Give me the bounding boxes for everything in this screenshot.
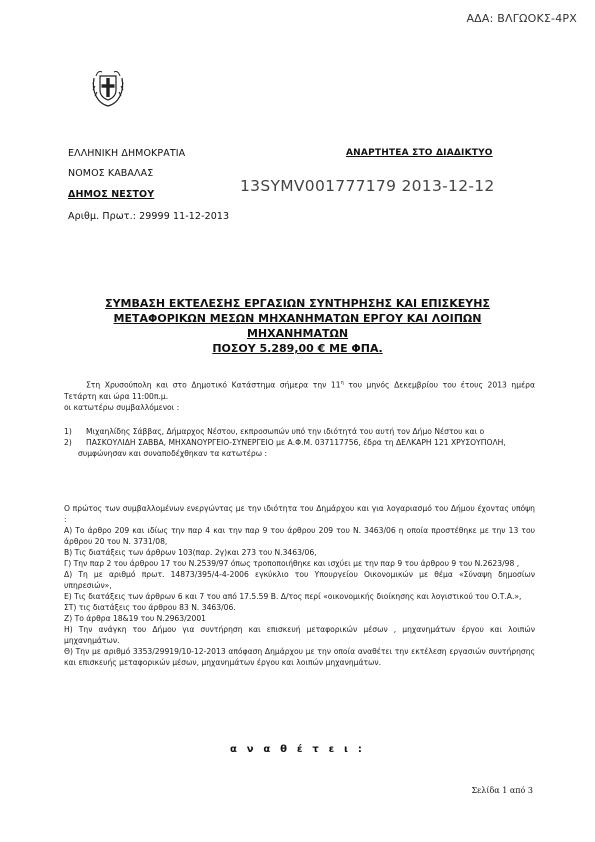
consideration-item: Γ) Την παρ 2 του άρθρου 17 του Ν.2539/97 όπως τροποποιήθηκε και ισχύει με την παρ 9 του άρθρου 9 του Ν.2623/98 ,: [64, 559, 520, 568]
greek-emblem-icon: [90, 66, 126, 108]
ada-code: ΑΔΑ: ΒΛΓΩΟΚΣ-4ΡΧ: [466, 12, 577, 25]
prefecture-label: ΝΟΜΟΣ ΚΑΒΑΛΑΣ: [68, 168, 154, 179]
country-label: ΕΛΛΗΝΙΚΗ ΔΗΜΟΚΡΑΤΙΑ: [68, 148, 186, 159]
agreed-text: συμφώνησαν και συναποδέχθηκαν τα κατωτέρω :: [78, 449, 268, 458]
parties-list: [64, 426, 535, 459]
title-line-1: ΣΥΜΒΑΣΗ ΕΚΤΕΛΕΣΗΣ ΕΡΓΑΣΙΩΝ ΣΥΝΤΗΡΗΣΗΣ ΚΑΙ ΕΠΙΣΚΕΥΗΣ: [105, 297, 490, 310]
consideration-item: Θ) Την με αριθμό 3353/29919/10-12-2013 απόφαση Δημάρχου με την οποία αναθέτει την εκτέλεση εργασιών συντήρησης και επισκευής μεταφορικών μέσων, μηχανημάτων έργου και λοιπών μηχανημάτων.: [64, 647, 535, 667]
municipality-label: ΔΗΜΟΣ ΝΕΣΤΟΥ: [68, 189, 155, 200]
party-text: ΠΑΣΚΟΥΛΙΔΗ ΣΑΒΒΑ, ΜΗΧΑΝΟΥΡΓΕΙΟ-ΣΥΝΕΡΓΕΙΟ με Α.Φ.Μ. 037117756, έδρα τη ΔΕΛΚΑΡΗ 121 ΧΡΥΣΟΥΠΟΛΗ,: [86, 438, 506, 447]
considerations-section: [64, 503, 535, 668]
first-party-text: Ο πρώτος των συμβαλλομένων ενεργώντας με την ιδιότητα του Δημάρχου και για λογαριασμό του Δήμου έχοντας υπόψη :: [64, 504, 535, 524]
consideration-item: Ζ) Το άρθρα 18&19 του Ν.2963/2001: [64, 614, 206, 623]
title-line-3: ΜΗΧΑΝΗΜΑΤΩΝ: [246, 327, 349, 340]
intro-text-start: Στη Χρυσούπολη και στο Δημοτικό Κατάστημα σήμερα την 11: [86, 380, 341, 390]
consideration-item: Α) Το άρθρο 209 και ιδίως την παρ 4 και την παρ 9 του άρθρου 209 του Ν. 3463/06 η οποία προστέθηκε με την 13 του άρθρου 20 του Ν. 3731/08,: [64, 526, 535, 546]
publish-notice: ΑΝΑΡΤΗΤΕΑ ΣΤΟ ΔΙΑΔΙΚΤΥΟ: [346, 148, 493, 158]
list-item: [64, 437, 535, 448]
page-number: Σελίδα 1 από 3: [471, 786, 533, 795]
assigns-heading: α ν α θ έ τ ε ι :: [229, 744, 366, 755]
list-item: [64, 426, 535, 437]
consideration-item: Ε) Τις διατάξεις των άρθρων 6 και 7 του από 17.5.59 Β. Δ/τος περί «οικονομικής διοίκησης και λογιστικού του Ο.Τ.Α.»,: [64, 592, 522, 601]
intro-superscript: η: [340, 380, 344, 386]
party-text: Μιχαηλίδης Σάββας, Δήμαρχος Νέστου, εκπροσωπών υπό την ιδιότητά του αυτή τον Δήμο Νέστου και ο: [86, 427, 485, 436]
consideration-item: ΣΤ) τις διατάξεις του άρθρου 83 Ν. 3463/06.: [64, 603, 236, 612]
protocol-number: Αριθμ. Πρωτ.: 29999 11-12-2013: [68, 211, 230, 222]
party-number: 1): [64, 427, 72, 436]
document-code: 13SYMV001777179 2013-12-12: [240, 177, 495, 195]
party-number: 2): [64, 438, 72, 447]
parties-intro: οι κατωτέρω συμβαλλόμενοι :: [64, 402, 180, 412]
consideration-item: Β) Τις διατάξεις των άρθρων 103(παρ. 2γ)και 273 του Ν.3463/06,: [64, 548, 317, 557]
intro-paragraph: [64, 378, 535, 413]
title-line-2: ΜΕΤΑΦΟΡΙΚΩΝ ΜΕΣΩΝ ΜΗΧΑΝΗΜΑΤΩΝ ΕΡΓΟΥ ΚΑΙ ΛΟΙΠΩΝ: [113, 312, 482, 325]
intro-text-end: του μηνός Δεκεμβρίου του έτους 2013 ημέρα Τετάρτη και ώρα 11:00π.μ.: [64, 380, 536, 401]
title-line-4: ΠΟΣΟΥ 5.289,00 € ΜΕ ΦΠΑ.: [212, 342, 383, 355]
consideration-item: Η) Την ανάγκη του Δήμου για συντήρηση και επισκευή μεταφορικών μέσων , μηχανημάτων έργου και λοιπών μηχανημάτων.: [64, 625, 535, 645]
consideration-item: Δ) Τη με αριθμό πρωτ. 14873/395/4-4-2006 εγκύκλιο του Υπουργείου Οικονομικών με θέμα «Σύναψη δημοσίων υπηρεσιών»,: [64, 570, 535, 590]
intro-text: [64, 378, 535, 402]
contract-title: [0, 296, 595, 356]
